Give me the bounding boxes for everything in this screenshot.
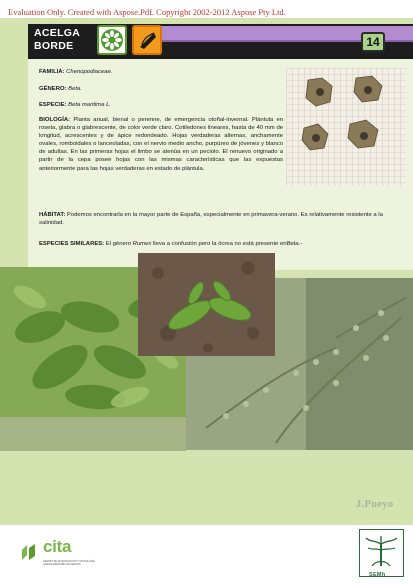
evaluation-watermark: Evaluation Only. Created with Aspose.Pdf. Copyright 2002-2012 Aspose Pty Ltd. xyxy=(8,7,286,17)
similar-text-middle: lleva a confusión pero la ócrea no está presente en xyxy=(152,241,287,247)
cita-plant-icon xyxy=(19,542,39,562)
similar-species-label: ESPECIES SIMILARES: xyxy=(39,241,105,247)
genus-line xyxy=(39,85,283,93)
habitat-label: HÁBITAT: xyxy=(39,212,66,218)
similar-genus: Rumex xyxy=(132,241,152,247)
semh-label: SEMh xyxy=(369,572,386,578)
semh-logo xyxy=(359,529,404,577)
biology-label: BIOLOGÍA: xyxy=(39,117,71,123)
species-value: Beta maritima L. xyxy=(68,102,112,108)
similar-text-after: .- xyxy=(298,241,303,247)
similar-species-paragraph xyxy=(39,240,399,248)
sprout-icon xyxy=(97,25,127,55)
similar-text-before: El género xyxy=(105,241,131,247)
genus-value: Beta. xyxy=(68,86,82,92)
seedling-photo xyxy=(138,253,275,356)
species-title xyxy=(34,27,98,53)
cita-logo: cita xyxy=(43,537,72,556)
family-label: FAMILIA: xyxy=(39,69,65,75)
page-number: 14 xyxy=(361,32,385,52)
habitat-text: Podemos encontrarla en la mayor parte de España, especialmente en primavera-verano. Es relativamente resistente a la salinidad. xyxy=(39,212,383,227)
leaf-icon xyxy=(132,25,162,55)
biology-text: Planta anual, bienal o perenne, de emergencia otoñal-invernal. Plántula en roseta, glabra o glabrescente, de color verde claro. Cotiledones lineares, hasta de 40 mm de longitud, acrescentes y de ápice redondeado. Hojas verdaderas alternas, anchamente ovales, romboidales o lanceoladas, con el nervio medio ancho, purpúreo de jóvenes y blanco de adultas. En las primeras hojas el limbo se atenúa en un peciolo. El renuevo originado a partir de la cepa posee hojas con las mismas características que las expuestas anteriormente para las hojas verdaderas en estado de plántula. xyxy=(39,117,283,172)
photo-credit: J.Pueyo xyxy=(356,499,394,510)
species-line xyxy=(39,101,283,109)
seed-photo xyxy=(286,68,406,186)
species-label: ESPECIE: xyxy=(39,102,67,108)
similar-genus2: Beta xyxy=(286,241,299,247)
habitat-paragraph xyxy=(39,211,399,227)
cita-subtitle: CENTRO DE INVESTIGACIÓN Y TECNOLOGÍA AGROALIMENTARIA DE ARAGÓN xyxy=(43,560,95,566)
family-line xyxy=(39,68,283,76)
species-title-line1: ACELGA xyxy=(34,27,81,39)
family-value: Chenopodiaceae. xyxy=(66,69,113,75)
biology-paragraph xyxy=(39,116,283,173)
species-title-line2: BORDE xyxy=(34,40,74,52)
genus-label: GÉNERO: xyxy=(39,86,67,92)
